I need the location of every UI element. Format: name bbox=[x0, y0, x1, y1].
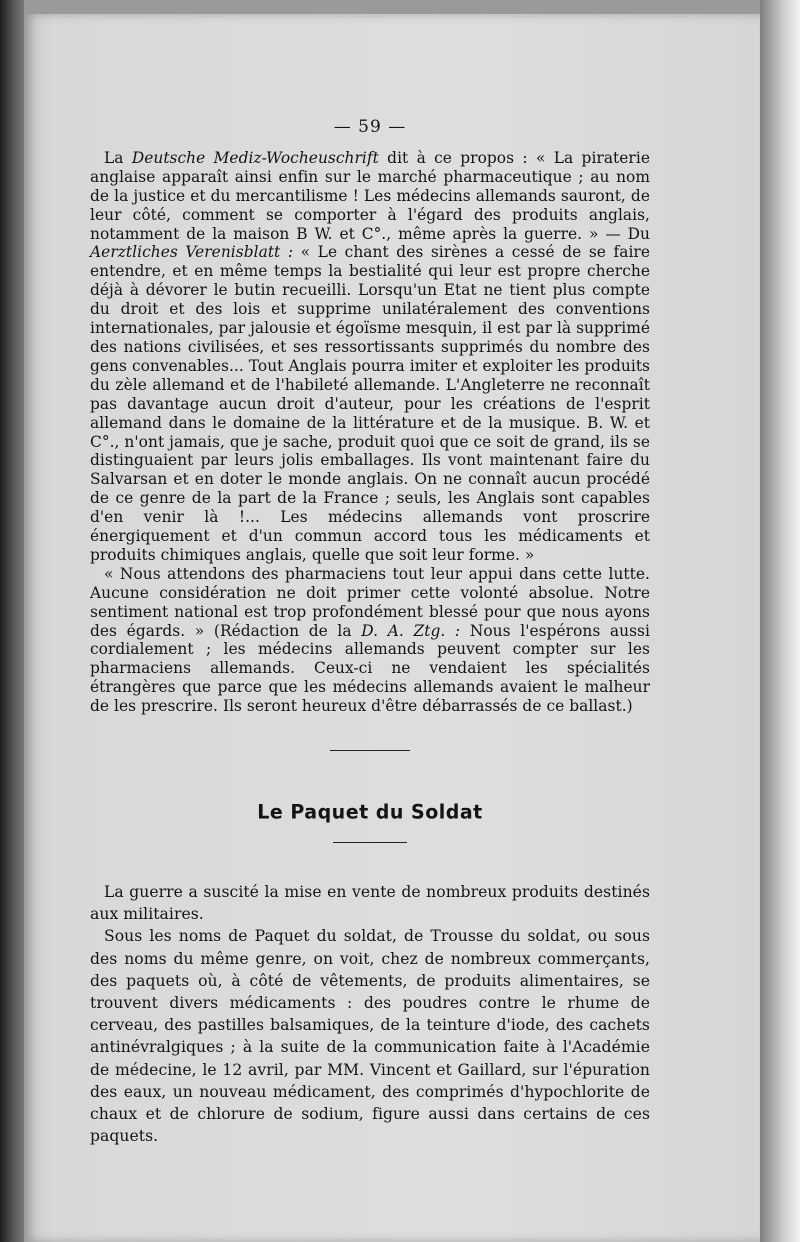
page-content bbox=[90, 118, 650, 1147]
paragraph-1 bbox=[90, 149, 650, 565]
section-paragraph: La guerre a suscité la mise en vente de nombreux produits destinés aux militaires. bbox=[90, 883, 650, 924]
paragraph-1-lead: La bbox=[104, 148, 132, 167]
paragraph-2-text-2: Nous l'espérons aussi cordialement ; les médecins allemands peuvent compter sur les pharmaciens allemands. Ceux-ci ne vendaient les spécialités étrangères que parce que les médecins allemands avaient le malheur de les prescrire. Ils seront heureux d'être débarrassés de ce ballast.) bbox=[90, 621, 650, 716]
paragraph-1-text-1: dit à ce propos : « La piraterie anglaise apparaît ainsi enfin sur le marché pharmaceutique ; au nom de la justice et du mercantilisme ! Les médecins allemands sauront, de leur côté, comment se comporter à l'égard des produits anglais, notamment de la maison B W. et C°., même après la guerre. » — Du bbox=[90, 148, 650, 243]
section-body bbox=[90, 881, 650, 1147]
right-page-edges bbox=[760, 0, 800, 1242]
journal-title-3: D. A. Ztg. : bbox=[361, 621, 461, 640]
section-title: Le Paquet du Soldat bbox=[257, 800, 483, 824]
left-page-edge bbox=[0, 0, 24, 1242]
paragraph-2-text-1: « Nous attendons des pharmaciens tout leur appui dans cette lutte. Aucune considération ne doit primer cette volonté absolue. Notre sentiment national est trop profondément blessé pour que nous ayons des égards. » (Rédaction de la bbox=[90, 564, 650, 640]
paragraph-2 bbox=[90, 565, 650, 716]
section-divider-top bbox=[330, 750, 410, 751]
section-divider-bottom bbox=[333, 842, 407, 843]
journal-title-2: Aerztliches Verenisblatt : bbox=[90, 243, 294, 262]
section-paragraph: Sous les noms de Paquet du soldat, de Trousse du soldat, ou sous des noms du même genre, on voit, chez de nombreux commerçants, des paquets où, à côté de vêtements, de produits alimentaires, se trouvent divers médicaments : des poudres contre le rhume de cerveau, des pastilles balsamiques, de la teinture d'iode, des cachets antinévralgiques ; à la suite de la communication faite à l'Académie de médecine, le 12 avril, par MM. Vincent et Gaillard, sur l'épuration des eaux, un nouveau médicament, des comprimés d'hypochlorite de chaux et de chlorure de sodium, figure aussi dans certains de ces paquets. bbox=[90, 927, 650, 1146]
paragraph-1-text-2: « Le chant des sirènes a cessé de se faire entendre, et en même temps la bestialité qui leur est propre cherche déjà à dévorer le butin recueilli. Lorsqu'un Etat ne tient plus compte du droit et des lois et supprime unilatéralement des conventions internationales, par jalousie et égoïsme mesquin, il est par là supprimé des nations civilisées, et ses ressortissants supprimés du nombre des gens convenables... Tout Anglais pourra imiter et exploiter les produits du zèle allemand et de l'habileté allemande. L'Angleterre ne reconnaît pas davantage aucun droit d'auteur, pour les créations de l'esprit allemand dans le domaine de la littérature et de la musique. B. W. et C°., n'ont jamais, que je sache, produit quoi que ce soit de grand, ils se distinguaient par leurs jolis emballages. Ils vont maintenant faire du Salvarsan et en doter le monde anglais. On ne connaît aucun procédé de ce genre de la part de la France ; seuls, les Anglais sont capables d'en venir là !... Les médecins allemands vont proscrire énergiquement et d'un commun accord tous les médicaments et produits chimiques anglais, quelle que soit leur forme. » bbox=[90, 243, 650, 564]
journal-title-1: Deutsche Mediz-Wocheuschrift bbox=[131, 148, 379, 167]
page-number: — 59 — bbox=[333, 117, 407, 137]
